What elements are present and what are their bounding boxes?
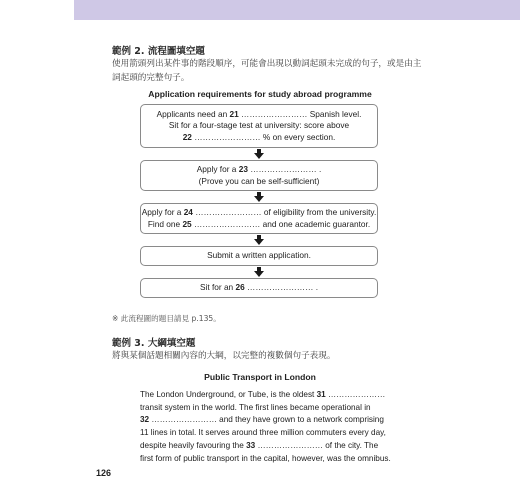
passage-line	[140, 389, 390, 402]
passage-body	[140, 389, 390, 465]
question-number: 22	[182, 131, 192, 142]
passage-line	[140, 414, 390, 427]
arrow-down-icon	[253, 267, 265, 277]
question-number: 23	[238, 164, 248, 174]
header-color-band	[74, 0, 520, 20]
text-segment: …………………… Spanish level.	[238, 108, 362, 119]
flow-step-2	[140, 160, 378, 191]
text-segment: …………………… of eligibility from the university.	[192, 207, 377, 217]
page-number: 126	[96, 468, 112, 478]
example3-heading: 範例 3. 大綱填空題	[112, 338, 196, 349]
text-segment: …………………… of the city. The	[255, 440, 379, 450]
flow-step-3-line1	[141, 207, 377, 219]
flow-step-1-line1	[141, 109, 377, 121]
question-number: 26	[235, 282, 245, 293]
flowchart-note: ※ 此流程圖的題目請見 p.135。	[112, 314, 221, 323]
text-segment: …………………	[325, 390, 386, 399]
passage-line: transit system in the world. The first lines became operational in	[140, 402, 371, 412]
passage-line: first form of public transport in the capital, however, was the omnibus.	[140, 453, 391, 463]
text-segment: Sit for an	[199, 282, 236, 293]
text-segment: Apply for a	[141, 207, 184, 217]
question-number: 33	[246, 440, 256, 450]
text-segment: …………………… .	[247, 164, 322, 174]
flow-step-3-line2	[141, 219, 377, 231]
passage-title: Public Transport in London	[204, 372, 316, 382]
flow-step-3	[140, 203, 378, 234]
text-segment: …………………… and one academic guarantor.	[191, 218, 371, 229]
text-segment: …………………… .	[244, 282, 319, 293]
text-segment: Find one	[147, 218, 183, 229]
question-number: 31	[316, 390, 326, 399]
example2-heading: 範例 2. 流程圖填空題	[112, 46, 205, 57]
flow-step-2-line1	[141, 164, 377, 176]
passage-line	[140, 440, 390, 453]
example2-desc-line1: 使用箭頭列出某件事的階段順序，可能會出現以動詞起頭未完成的句子，或是由主	[112, 59, 422, 69]
text-segment: The London Underground, or Tube, is the oldest	[140, 390, 317, 399]
text-segment: …………………… % on every section.	[191, 131, 336, 142]
text-segment: Applicants need an	[156, 108, 230, 119]
flow-step-1	[140, 104, 378, 148]
example3-description: 將與某個話題相關內容的大綱，以完整的複數個句子表現。	[112, 351, 336, 361]
flow-step-4-text: Submit a written application.	[207, 250, 311, 261]
question-number: 24	[183, 207, 193, 217]
flow-step-5-text	[141, 282, 377, 294]
arrow-down-icon	[253, 149, 265, 159]
example2-desc-line2: 詞起頭的完整句子。	[112, 73, 190, 83]
example2-description	[112, 57, 422, 85]
text-segment: despite heavily favouring the	[140, 440, 247, 450]
question-number: 32	[140, 415, 150, 425]
flowchart-title: Application requirements for study abroad programme	[148, 89, 372, 99]
question-number: 25	[182, 218, 192, 229]
passage-line: 11 lines in total. It serves around three million commuters every day,	[140, 428, 386, 438]
flow-step-2-line2: (Prove you can be self-sufficient)	[198, 175, 320, 186]
flow-step-1-line3	[141, 132, 377, 144]
arrow-down-icon	[253, 192, 265, 202]
question-number: 21	[229, 108, 239, 119]
flow-step-1-line2: Sit for a four-stage test at university: score above	[168, 120, 350, 131]
arrow-down-icon	[253, 235, 265, 245]
flow-step-5	[140, 278, 378, 298]
flow-step-4	[140, 246, 378, 266]
text-segment: …………………… and they have grown to a network comprising	[149, 415, 384, 425]
text-segment: Apply for a	[196, 164, 239, 174]
